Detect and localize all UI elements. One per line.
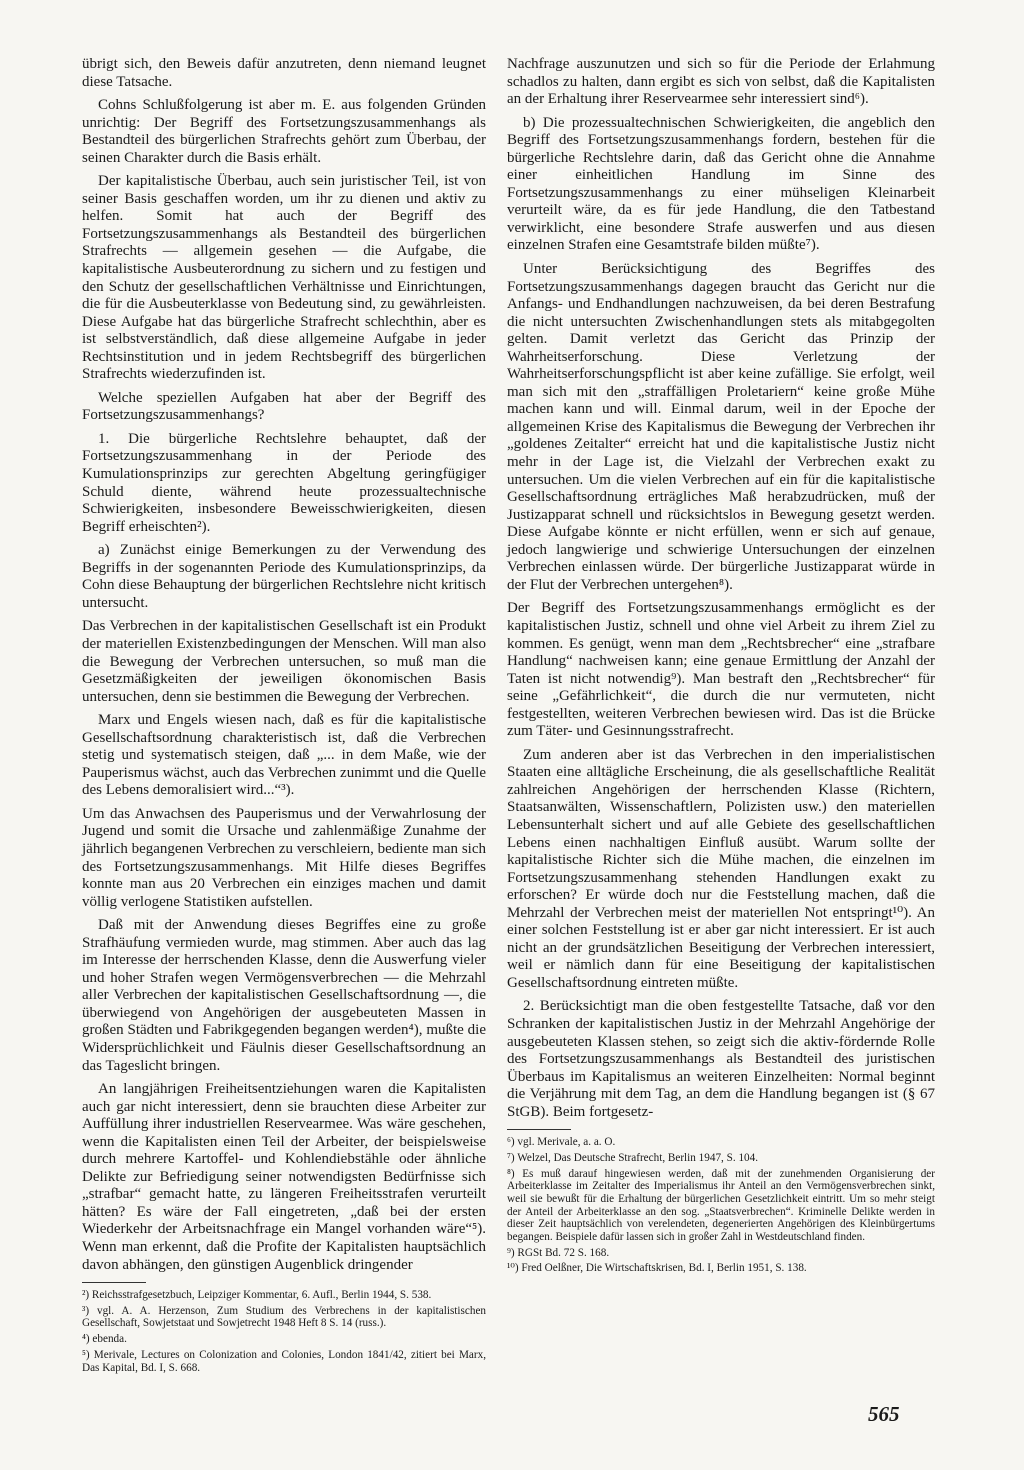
left-paragraph: Welche speziellen Aufgaben hat aber der Begriff des Fortsetzungszusammenhangs? — [82, 389, 486, 424]
left-paragraph: a) Zunächst einige Bemerkungen zu der Verwendung des Begriffs in der sogenannten Periode des Kumulationsprinzips, da Cohn diese Behauptung der bürgerlichen Rechtslehre nicht kritisch untersucht. — [82, 542, 486, 611]
left-paragraph: Der kapitalistische Überbau, auch sein juristischer Teil, ist von seiner Basis geschaffen worden, um ihr zu dienen und aktiv zu helfen. Somit hat auch der Begriff des Fortsetzungszusammenhangs als Bestandteil des bürgerlichen Strafrechts — allgemein gesehen — die Aufgabe, die kapitalistische Ausbeuterordnung zu sichern und zu festigen und den Schutz der gesellschaftlichen Verhältnisse und Einrichtungen, die für die Ausbeuterklasse von Bedeutung sind, zu gewährleisten. Diese Aufgabe hat das bürgerliche Strafrecht schlechthin, aber es ist selbstverständlich, daß diese allgemeine Aufgabe in jeder Rechtsinstitution und in jedem Rechtsbegriff des bürgerlichen Strafrechts wiederzufinden ist. — [82, 173, 486, 383]
right-paragraph: 2. Berücksichtigt man die oben festgestellte Tatsache, daß vor den Schranken der kapitalistischen Justiz in der Mehrzahl Angehörige der ausgebeuteten Klassen stehen, so zeigt sich die aktiv-fördernde Rolle des Fortsetzungszusammenhangs als Bestandteil des juristischen Überbaus im Kapitalismus an weiteren Einzelheiten: Normal beginnt die Verjährung mit dem Tag, an dem die Handlung begangen ist (§ 67 StGB). Beim fortgesetz- — [507, 998, 935, 1120]
right-paragraph: Nachfrage auszunutzen und sich so für die Periode der Erlahmung schadlos zu halten, dann ergibt es sich von selbst, daß die Kapitalisten an der Erhaltung ihrer Reservearmee sehr interessiert sind⁶). — [507, 56, 935, 108]
right-paragraph: b) Die prozessualtechnischen Schwierigkeiten, die angeblich den Begriff des Fortsetzungszusammenhangs fordern, bestehen für die bürgerliche Rechtslehre darin, daß das Gericht ohne die Annahme einer einheitlichen Handlung im Sinne des Fortsetzungszusammenhangs zu einer mühseligen Kleinarbeit verurteilt wäre, da es für jede Handlung, die den Tatbestand verwirklicht, eine besondere Strafe auswerfen und aus diesen einzelnen Strafen eine Gesamtstrafe bilden müßte⁷). — [507, 114, 935, 254]
left-paragraph: Daß mit der Anwendung dieses Begriffes eine zu große Strafhäufung vermieden wurde, mag stimmen. Aber auch das lag im Interesse der herrschenden Klasse, denn die Auswerfung vieler und hoher Strafen wegen Vermögensverbrechen — die Mehrzahl aller Verbrechen der kapitalistischen Gesellschaftsordnung —, die überwiegend von Angehörigen der ausgebeuteten Massen in großen Städten und Fabrikgegenden begangen werden⁴), mußte die Widersprüchlichkeit und Fäulnis dieser Gesellschaftsordnung an das Tageslicht bringen. — [82, 917, 486, 1074]
right-paragraph: Zum anderen aber ist das Verbrechen in den imperialistischen Staaten eine alltägliche Erscheinung, die als gesellschaftliche Realität zahlreichen Angehörigen der herrschenden Klasse (Richtern, Staatsanwälten, Wissenschaftlern, Polizisten usw.) den materiellen Lebensunterhalt sichert und auf alle Gebiete des gesellschaftlichen Lebens einen nachhaltigen Einfluß ausübt. Warum sollte der kapitalistische Richter sich die Mühe machen, die einzelnen im Fortsetzungszusammenhang stehenden Handlungen exakt zu erforschen? Er würde doch nur die Feststellung machen, daß die Mehrzahl der Verbrechen meist der materiellen Not entspringt¹⁰). An einer solchen Feststellung ist er aber gar nicht interessiert. Er ist auch nicht an der grundsätzlichen Beseitigung der Verbrechen interessiert, weil er nämlich dann für eine Beseitigung der kapitalistischen Gesellschaftsordnung eintreten müßte. — [507, 746, 935, 991]
footnote: ⁷) Welzel, Das Deutsche Strafrecht, Berlin 1947, S. 104. — [507, 1152, 759, 1165]
left-column — [82, 56, 486, 1377]
left-paragraph: An langjährigen Freiheitsentziehungen waren die Kapitalisten auch gar nicht interessiert, denn sie brauchten diese Arbeiter zur Auffüllung ihrer industriellen Reservearmee. Was wäre geschehen, wenn die Kapitalisten einen Teil der Arbeiter, der beispielsweise durch mehrere Kartoffel- und Kohlendiebstähle oder ähnliche Delikte zur Befriedigung seiner notwendigsten Bedürfnisse sich „strafbar“ gemacht hatte, zu längeren Freiheitsstrafen verurteilt hätten? Es wäre der Fall eingetreten, „daß bei der ersten Wiederkehr der Arbeitsnachfrage ein Mangel vorhanden wäre“⁵). Wenn man erkennt, daß die Profite der Kapitalisten hauptsächlich davon abhängen, den günstigen Augenblick dringender — [82, 1081, 486, 1273]
footnote: ¹⁰) Fred Oelßner, Die Wirtschaftskrisen, Bd. I, Berlin 1951, S. 138. — [507, 1262, 807, 1275]
footnote-divider — [507, 1129, 571, 1130]
right-body-text — [507, 56, 935, 1121]
right-column — [507, 56, 935, 1278]
footnote: ⁹) RGSt Bd. 72 S. 168. — [507, 1246, 610, 1259]
footnote: ³) vgl. A. A. Herzenson, Zum Studium des Verbrechens in der kapitalistischen Gesellschaft, Sowjetstaat und Sowjetrecht 1948 Heft 8 S. 14 (russ.). — [82, 1304, 486, 1330]
footnote: ⁶) vgl. Merivale, a. a. O. — [507, 1136, 616, 1149]
left-paragraph: Um das Anwachsen des Pauperismus und der Verwahrlosung der Jugend und somit die Ursache und zahlenmäßige Zunahme der jährlich begangenen Verbrechen zu verschleiern, bediente man sich des Fortsetzungszusammenhangs. Mit Hilfe dieses Begriffes konnte man aus 20 Verbrechen ein einziges machen und damit völlig verlogene Statistiken aufstellen. — [82, 805, 486, 910]
footnote: ⁵) Merivale, Lectures on Colonization and Colonies, London 1841/42, zitiert bei Marx, Das Kapital, Bd. I, S. 668. — [82, 1349, 486, 1374]
left-paragraph: Cohns Schlußfolgerung ist aber m. E. aus folgenden Gründen unrichtig: Der Begriff des Fortsetzungszusammenhangs als Bestandteil des bürgerlichen Strafrechts gehört zum Überbau, der seinen Charakter durch die Basis erhält. — [82, 97, 486, 166]
footnote-divider — [82, 1282, 146, 1283]
left-footnotes — [82, 1289, 486, 1374]
right-footnotes — [507, 1136, 935, 1275]
right-paragraph: Unter Berücksichtigung des Begriffes des Fortsetzungszusammenhangs dagegen braucht das Gericht nur die Anfangs- und Endhandlungen nachzuweisen, da bei deren Bestrafung die nicht untersuchten Zwischenhandlungen stets als mitabgegolten gelten. Damit verletzt das Gericht das Prinzip der Wahrheitserforschung. Diese Verletzung der Wahrheitserforschungspflicht ist aber keine zufällige. Sie erfolgt, weil man sich mit den „straffälligen Proletariern“ keine große Mühe machen kann und will. Einmal darum, weil in der Epoche der allgemeinen Krise des Kapitalismus die Bewegung der Verbrechen ihr „goldenes Zeitalter“ erreicht hat und die kapitalistische Justiz nicht mehr in der Lage ist, die Vielzahl der Verbrechen exakt zu untersuchen. Um die vielen Verbrechen auf ein für die kapitalistische Gesellschaftsordnung erträgliches Maß herabzudrücken, muß der Justizapparat schnell und rücksichtslos in Bewegung gesetzt werden. Diese Aufgabe könnte er nicht erfüllen, wenn er sich auf genaue, jedoch langwierige und schwierige Untersuchungen der einzelnen Verbrechen einlassen würde. Der bürgerliche Justizapparat würde in der Flut der Verbrechen untergehen⁸). — [507, 261, 935, 593]
left-paragraph: Das Verbrechen in der kapitalistischen Gesellschaft ist ein Produkt der materiellen Existenzbedingungen der Menschen. Will man also die Bewegung der Verbrechen untersuchen, so muß man die Gesetzmäßigkeiten der jeweiligen ökonomischen Basis untersuchen, denn sie bestimmen die Bewegung der Verbrechen. — [82, 618, 486, 705]
left-body-text — [82, 56, 486, 1274]
right-paragraph: Der Begriff des Fortsetzungszusammenhangs ermöglicht es der kapitalistischen Justiz, schnell und ohne viel Arbeit zu ihrem Ziel zu kommen. Es genügt, wenn man dem „Rechtsbrecher“ eine „strafbare Handlung“ nachweisen kann; eine genaue Ermittlung der Anzahl der Taten ist nicht notwendig⁹). Man bestraft den „Rechtsbrecher“ für seine „Gefährlichkeit“, die durch die nur vermuteten, nicht festgestellten, weiteren Verbrechen bewiesen wird. Das ist die Brücke zum Täter- und Gesinnungsstrafrecht. — [507, 600, 935, 740]
page-number: 565 — [868, 1402, 900, 1426]
left-paragraph: 1. Die bürgerliche Rechtslehre behauptet, daß der Fortsetzungszusammenhang in der Periode des Kumulationsprinzips zur gerechten Abgeltung geringfügiger Schuld diente, während heute prozessualtechnische Schwierigkeiten, insbesondere Beweisschwierigkeiten, diesen Begriff erheischten²). — [82, 430, 486, 535]
footnote: ²) Reichsstrafgesetzbuch, Leipziger Kommentar, 6. Aufl., Berlin 1944, S. 538. — [82, 1289, 432, 1302]
footnote: ⁸) Es muß darauf hingewiesen werden, daß mit der zunehmenden Organisierung der Arbeiterklasse im Zeitalter des Imperialismus ihr Anteil an den Vermögensverbrechen sinkt, weil sie bewußt für die Erhaltung der bürgerlichen Gesetzlichkeit eintritt. Um so mehr steigt der Anteil der Arbeiterklasse an den sog. „Staatsverbrechen“. Kriminelle Delikte werden in dieser Zeit hauptsächlich von verelendeten, degenerierten Angehörigen des Kleinbürgertums begangen. Beispiele dafür lassen sich in großer Zahl in Westdeutschland finden. — [507, 1167, 935, 1243]
footnote: ⁴) ebenda. — [82, 1333, 127, 1346]
left-paragraph: Marx und Engels wiesen nach, daß es für die kapitalistische Gesellschaftsordnung charakteristisch ist, daß die Verbrechen stetig und systematisch steigen, daß „... in dem Maße, wie der Pauperismus wächst, auch das Verbrechen zunimmt und die Quelle des Lebens demoralisiert wird...“³). — [82, 712, 486, 799]
left-paragraph: übrigt sich, den Beweis dafür anzutreten, denn niemand leugnet diese Tatsache. — [82, 56, 486, 90]
